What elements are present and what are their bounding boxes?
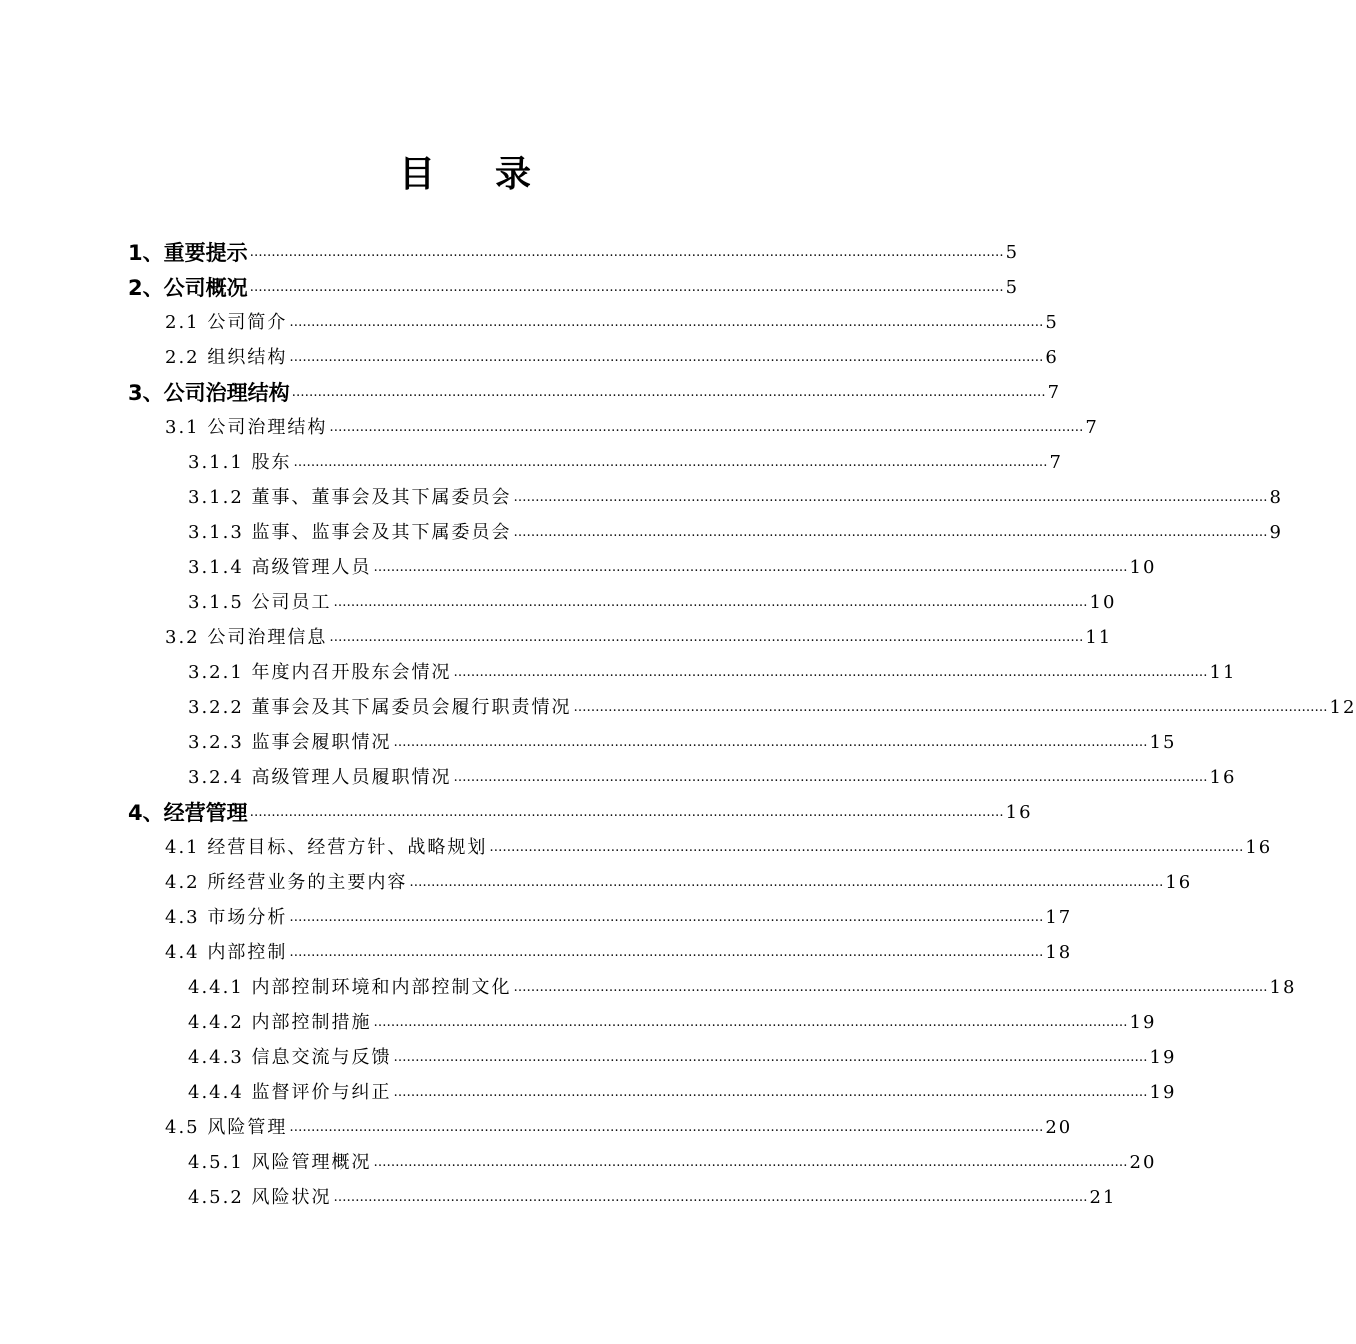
toc-entry-23[interactable] <box>0 1001 1157 1036</box>
toc-entry-2[interactable] <box>0 266 1020 301</box>
toc-entry-26[interactable] <box>0 1106 1073 1141</box>
toc-entry-label: 3.1 公司治理结构 <box>165 417 328 438</box>
toc-entry-18[interactable] <box>0 826 1273 861</box>
toc-dot-leader: ………………………………………………………………………………………………………………………………………………………… <box>513 980 1268 995</box>
toc-page-number: 7 <box>1047 382 1062 403</box>
toc-page-number: 20 <box>1129 1152 1157 1173</box>
toc-dot-leader: ………………………………………………………………………………………………………………………………………………………… <box>289 910 1044 925</box>
toc-page-number: 19 <box>1129 1012 1157 1033</box>
toc-entry-11[interactable] <box>0 581 1117 616</box>
toc-entry-label: 2.2 组织结构 <box>165 347 288 368</box>
toc-entry-label: 3.2.3 监事会履职情况 <box>188 732 392 753</box>
toc-entry-label: 3.2.4 高级管理人员履职情况 <box>188 767 452 788</box>
toc-dot-leader: ………………………………………………………………………………………………………………………………………………………… <box>393 1050 1148 1065</box>
toc-page-number: 16 <box>1165 872 1193 893</box>
toc-dot-leader: ………………………………………………………………………………………………………………………………………………………… <box>453 770 1208 785</box>
toc-page-number: 16 <box>1209 767 1237 788</box>
toc-entry-7[interactable] <box>0 441 1063 476</box>
toc-entry-16[interactable] <box>0 756 1237 791</box>
toc-entry-14[interactable] <box>0 686 1356 721</box>
toc-dot-leader: ………………………………………………………………………………………………………………………………………………………… <box>453 665 1208 680</box>
toc-entry-label: 4.5.2 风险状况 <box>188 1187 332 1208</box>
toc-entry-label: 1、重要提示 <box>128 241 248 265</box>
toc-entry-label: 2.1 公司简介 <box>165 312 288 333</box>
toc-dot-leader: ………………………………………………………………………………………………………………………………………………………… <box>289 945 1044 960</box>
toc-page-number: 10 <box>1129 557 1157 578</box>
toc-entry-25[interactable] <box>0 1071 1177 1106</box>
toc-page-number: 16 <box>1005 802 1033 823</box>
toc-dot-leader: ………………………………………………………………………………………………………………………………………………………… <box>373 1155 1128 1170</box>
table-of-contents <box>0 231 1356 1211</box>
toc-entry-21[interactable] <box>0 931 1073 966</box>
toc-page-number: 5 <box>1005 277 1020 298</box>
toc-dot-leader: ………………………………………………………………………………………………………………………………………………………… <box>373 1015 1128 1030</box>
toc-page-number: 19 <box>1149 1047 1177 1068</box>
toc-page-number: 8 <box>1269 487 1283 508</box>
toc-entry-label: 4.2 所经营业务的主要内容 <box>165 872 408 893</box>
toc-entry-27[interactable] <box>0 1141 1157 1176</box>
toc-entry-3[interactable] <box>0 301 1059 336</box>
toc-dot-leader: ………………………………………………………………………………………………………………………………………………………… <box>513 490 1268 505</box>
toc-dot-leader: ………………………………………………………………………………………………………………………………………………………… <box>289 315 1044 330</box>
toc-entry-label: 3.1.4 高级管理人员 <box>188 557 372 578</box>
toc-entry-10[interactable] <box>0 546 1157 581</box>
toc-page-number: 9 <box>1269 522 1283 543</box>
toc-dot-leader: ………………………………………………………………………………………………………………………………………………………… <box>249 280 1004 295</box>
toc-entry-label: 4.5 风险管理 <box>165 1117 288 1138</box>
toc-entry-label: 3、公司治理结构 <box>128 381 290 405</box>
toc-dot-leader: ………………………………………………………………………………………………………………………………………………………… <box>393 735 1148 750</box>
toc-dot-leader: ………………………………………………………………………………………………………………………………………………………… <box>289 1120 1044 1135</box>
toc-dot-leader: ………………………………………………………………………………………………………………………………………………………… <box>409 875 1164 890</box>
toc-dot-leader: ………………………………………………………………………………………………………………………………………………………… <box>513 525 1268 540</box>
toc-page-number: 17 <box>1045 907 1073 928</box>
toc-dot-leader: ………………………………………………………………………………………………………………………………………………………… <box>573 700 1328 715</box>
toc-page-number: 5 <box>1045 312 1059 333</box>
toc-page-number: 5 <box>1005 242 1020 263</box>
toc-dot-leader: ………………………………………………………………………………………………………………………………………………………… <box>249 805 1004 820</box>
toc-entry-22[interactable] <box>0 966 1297 1001</box>
toc-page-number: 7 <box>1085 417 1099 438</box>
toc-dot-leader: ………………………………………………………………………………………………………………………………………………………… <box>489 840 1244 855</box>
toc-entry-17[interactable] <box>0 791 1033 826</box>
toc-entry-label: 3.2.1 年度内召开股东会情况 <box>188 662 452 683</box>
toc-entry-label: 4.4.4 监督评价与纠正 <box>188 1082 392 1103</box>
toc-entry-19[interactable] <box>0 861 1193 896</box>
toc-entry-label: 4.4.2 内部控制措施 <box>188 1012 372 1033</box>
toc-dot-leader: ………………………………………………………………………………………………………………………………………………………… <box>289 350 1044 365</box>
toc-dot-leader: ………………………………………………………………………………………………………………………………………………………… <box>293 455 1048 470</box>
toc-dot-leader: ………………………………………………………………………………………………………………………………………………………… <box>329 420 1084 435</box>
toc-page-number: 18 <box>1269 977 1297 998</box>
toc-entry-label: 4.3 市场分析 <box>165 907 288 928</box>
toc-entry-13[interactable] <box>0 651 1237 686</box>
toc-entry-label: 4.4.1 内部控制环境和内部控制文化 <box>188 977 512 998</box>
toc-page-number: 21 <box>1089 1187 1117 1208</box>
toc-page-number: 12 <box>1329 697 1356 718</box>
toc-page-number: 10 <box>1089 592 1117 613</box>
toc-entry-label: 3.1.2 董事、董事会及其下属委员会 <box>188 487 512 508</box>
toc-entry-label: 4.4 内部控制 <box>165 942 288 963</box>
toc-page-number: 20 <box>1045 1117 1073 1138</box>
toc-entry-label: 3.1.1 股东 <box>188 452 292 473</box>
toc-dot-leader: ………………………………………………………………………………………………………………………………………………………… <box>329 630 1084 645</box>
toc-entry-15[interactable] <box>0 721 1177 756</box>
toc-entry-label: 2、公司概况 <box>128 276 248 300</box>
toc-entry-5[interactable] <box>0 371 1062 406</box>
toc-entry-8[interactable] <box>0 476 1283 511</box>
toc-dot-leader: ………………………………………………………………………………………………………………………………………………………… <box>291 385 1046 400</box>
toc-entry-label: 3.1.5 公司员工 <box>188 592 332 613</box>
toc-entry-4[interactable] <box>0 336 1059 371</box>
toc-page-number: 16 <box>1245 837 1273 858</box>
toc-page-number: 11 <box>1085 627 1113 648</box>
toc-entry-20[interactable] <box>0 896 1073 931</box>
toc-entry-label: 4.5.1 风险管理概况 <box>188 1152 372 1173</box>
toc-page-number: 18 <box>1045 942 1073 963</box>
toc-entry-label: 3.1.3 监事、监事会及其下属委员会 <box>188 522 512 543</box>
toc-page-number: 6 <box>1045 347 1059 368</box>
toc-page-number: 19 <box>1149 1082 1177 1103</box>
toc-dot-leader: ………………………………………………………………………………………………………………………………………………………… <box>249 245 1004 260</box>
toc-entry-label: 3.2 公司治理信息 <box>165 627 328 648</box>
toc-entry-label: 4、经营管理 <box>128 801 248 825</box>
toc-entry-6[interactable] <box>0 406 1099 441</box>
toc-page-number: 11 <box>1209 662 1237 683</box>
toc-page-number: 7 <box>1049 452 1063 473</box>
toc-entry-label: 4.4.3 信息交流与反馈 <box>188 1047 392 1068</box>
page-title: 目录 <box>398 154 591 195</box>
toc-dot-leader: ………………………………………………………………………………………………………………………………………………………… <box>333 1190 1088 1205</box>
toc-dot-leader: ………………………………………………………………………………………………………………………………………………………… <box>393 1085 1148 1100</box>
toc-entry-9[interactable] <box>0 511 1283 546</box>
toc-entry-label: 4.1 经营目标、经营方针、战略规划 <box>165 837 488 858</box>
toc-page-number: 15 <box>1149 732 1177 753</box>
toc-entry-24[interactable] <box>0 1036 1177 1071</box>
toc-dot-leader: ………………………………………………………………………………………………………………………………………………………… <box>373 560 1128 575</box>
toc-entry-28[interactable] <box>0 1176 1117 1211</box>
toc-entry-12[interactable] <box>0 616 1113 651</box>
toc-dot-leader: ………………………………………………………………………………………………………………………………………………………… <box>333 595 1088 610</box>
toc-entry-label: 3.2.2 董事会及其下属委员会履行职责情况 <box>188 697 572 718</box>
toc-entry-1[interactable] <box>0 231 1020 266</box>
